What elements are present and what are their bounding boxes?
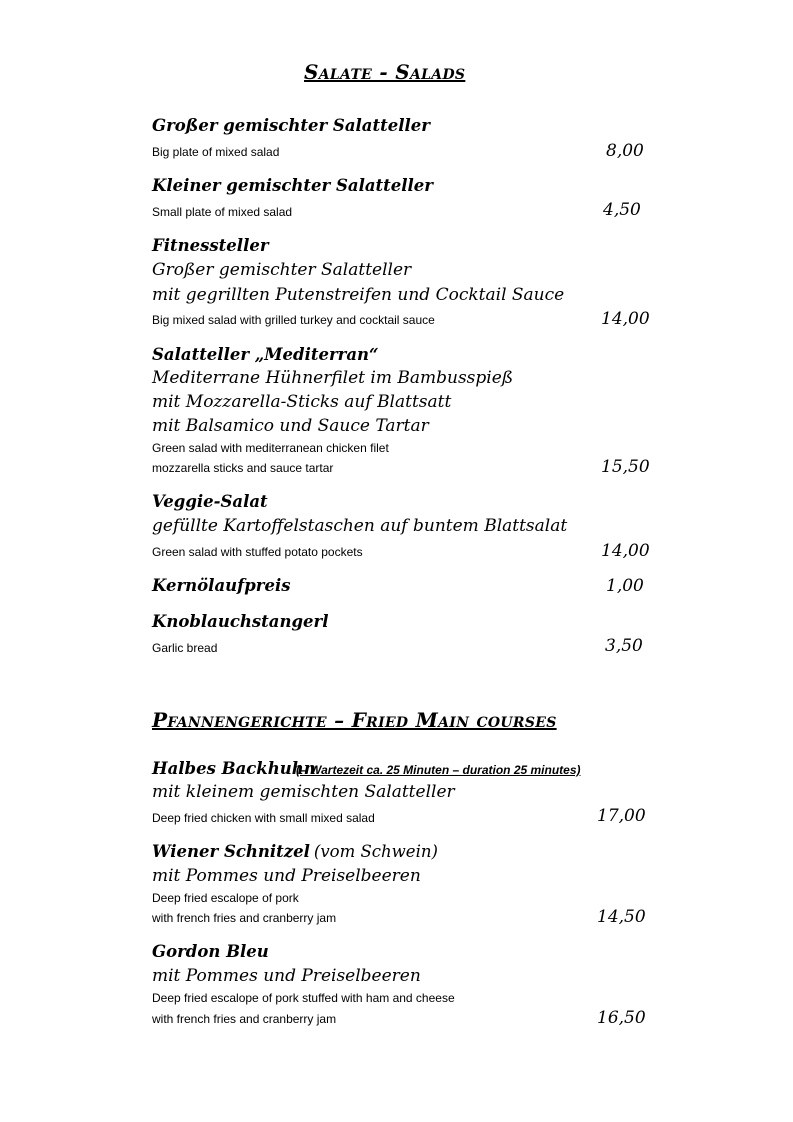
dish-name: Knoblauchstangerl [152,612,329,631]
dish-price: 16,50 [597,1008,646,1028]
dish-name-suffix: (vom Schwein) [313,842,438,861]
dish-name: Salatteller „Mediterran“ [152,345,379,364]
dish-name: Fitnessteller [152,236,269,255]
dish-price: 1,00 [606,576,644,596]
salads-heading: Salate - Salads [304,60,466,84]
dish-description: gefüllte Kartoffelstaschen auf buntem Blattsalat [152,516,568,536]
dish-name: Kernölaufpreis [152,576,291,595]
dish-name: Großer gemischter Salatteller [152,116,430,135]
dish-description: mit Pommes und Preiselbeeren [152,866,421,886]
dish-english: Green salad with mediterranean chicken filet [152,441,389,455]
dish-name: Kleiner gemischter Salatteller [152,176,433,195]
dish-english: Deep fried escalope of pork [152,891,299,905]
dish-price: 8,00 [606,141,644,161]
dish-english: with french fries and cranberry jam [152,1012,337,1026]
dish-description: mit gegrillten Putenstreifen und Cocktail Sauce [152,285,565,305]
dish-name-line [152,842,438,862]
dish-description: Mediterrane Hühnerfilet im Bambusspieß [152,368,514,388]
dish-english: with french fries and cranberry jam [152,911,337,925]
dish-english: Big mixed salad with grilled turkey and cocktail sauce [152,313,435,327]
dish-english: Small plate of mixed salad [152,205,293,219]
dish-price: 3,50 [605,636,643,656]
dish-description: mit Pommes und Preiselbeeren [152,966,421,986]
dish-name: Halbes Backhuhn [152,759,316,778]
dish-english: mozzarella sticks and sauce tartar [152,461,334,475]
dish-english: Garlic bread [152,641,218,655]
dish-description: Großer gemischter Salatteller [152,260,412,280]
dish-name: Wiener Schnitzel [152,842,310,861]
wait-time-note: (– Wartezeit ca. 25 Minuten – duration 25 minutes) [296,763,581,777]
dish-description: mit Balsamico und Sauce Tartar [152,416,429,436]
fried-heading: Pfannengerichte – Fried Main courses [152,708,557,732]
dish-price: 14,00 [601,541,650,561]
dish-english: Green salad with stuffed potato pockets [152,545,363,559]
dish-price: 14,00 [601,309,650,329]
dish-price: 15,50 [601,457,650,477]
dish-price: 14,50 [597,907,646,927]
dish-price: 17,00 [597,806,646,826]
dish-english: Deep fried chicken with small mixed salad [152,811,375,825]
dish-english: Big plate of mixed salad [152,145,280,159]
dish-description: mit Mozzarella-Sticks auf Blattsatt [152,392,452,412]
dish-name: Veggie-Salat [152,492,268,511]
dish-description: mit kleinem gemischten Salatteller [152,782,455,802]
dish-english: Deep fried escalope of pork stuffed with ham and cheese [152,991,455,1005]
dish-name: Gordon Bleu [152,942,269,961]
dish-price: 4,50 [603,200,641,220]
